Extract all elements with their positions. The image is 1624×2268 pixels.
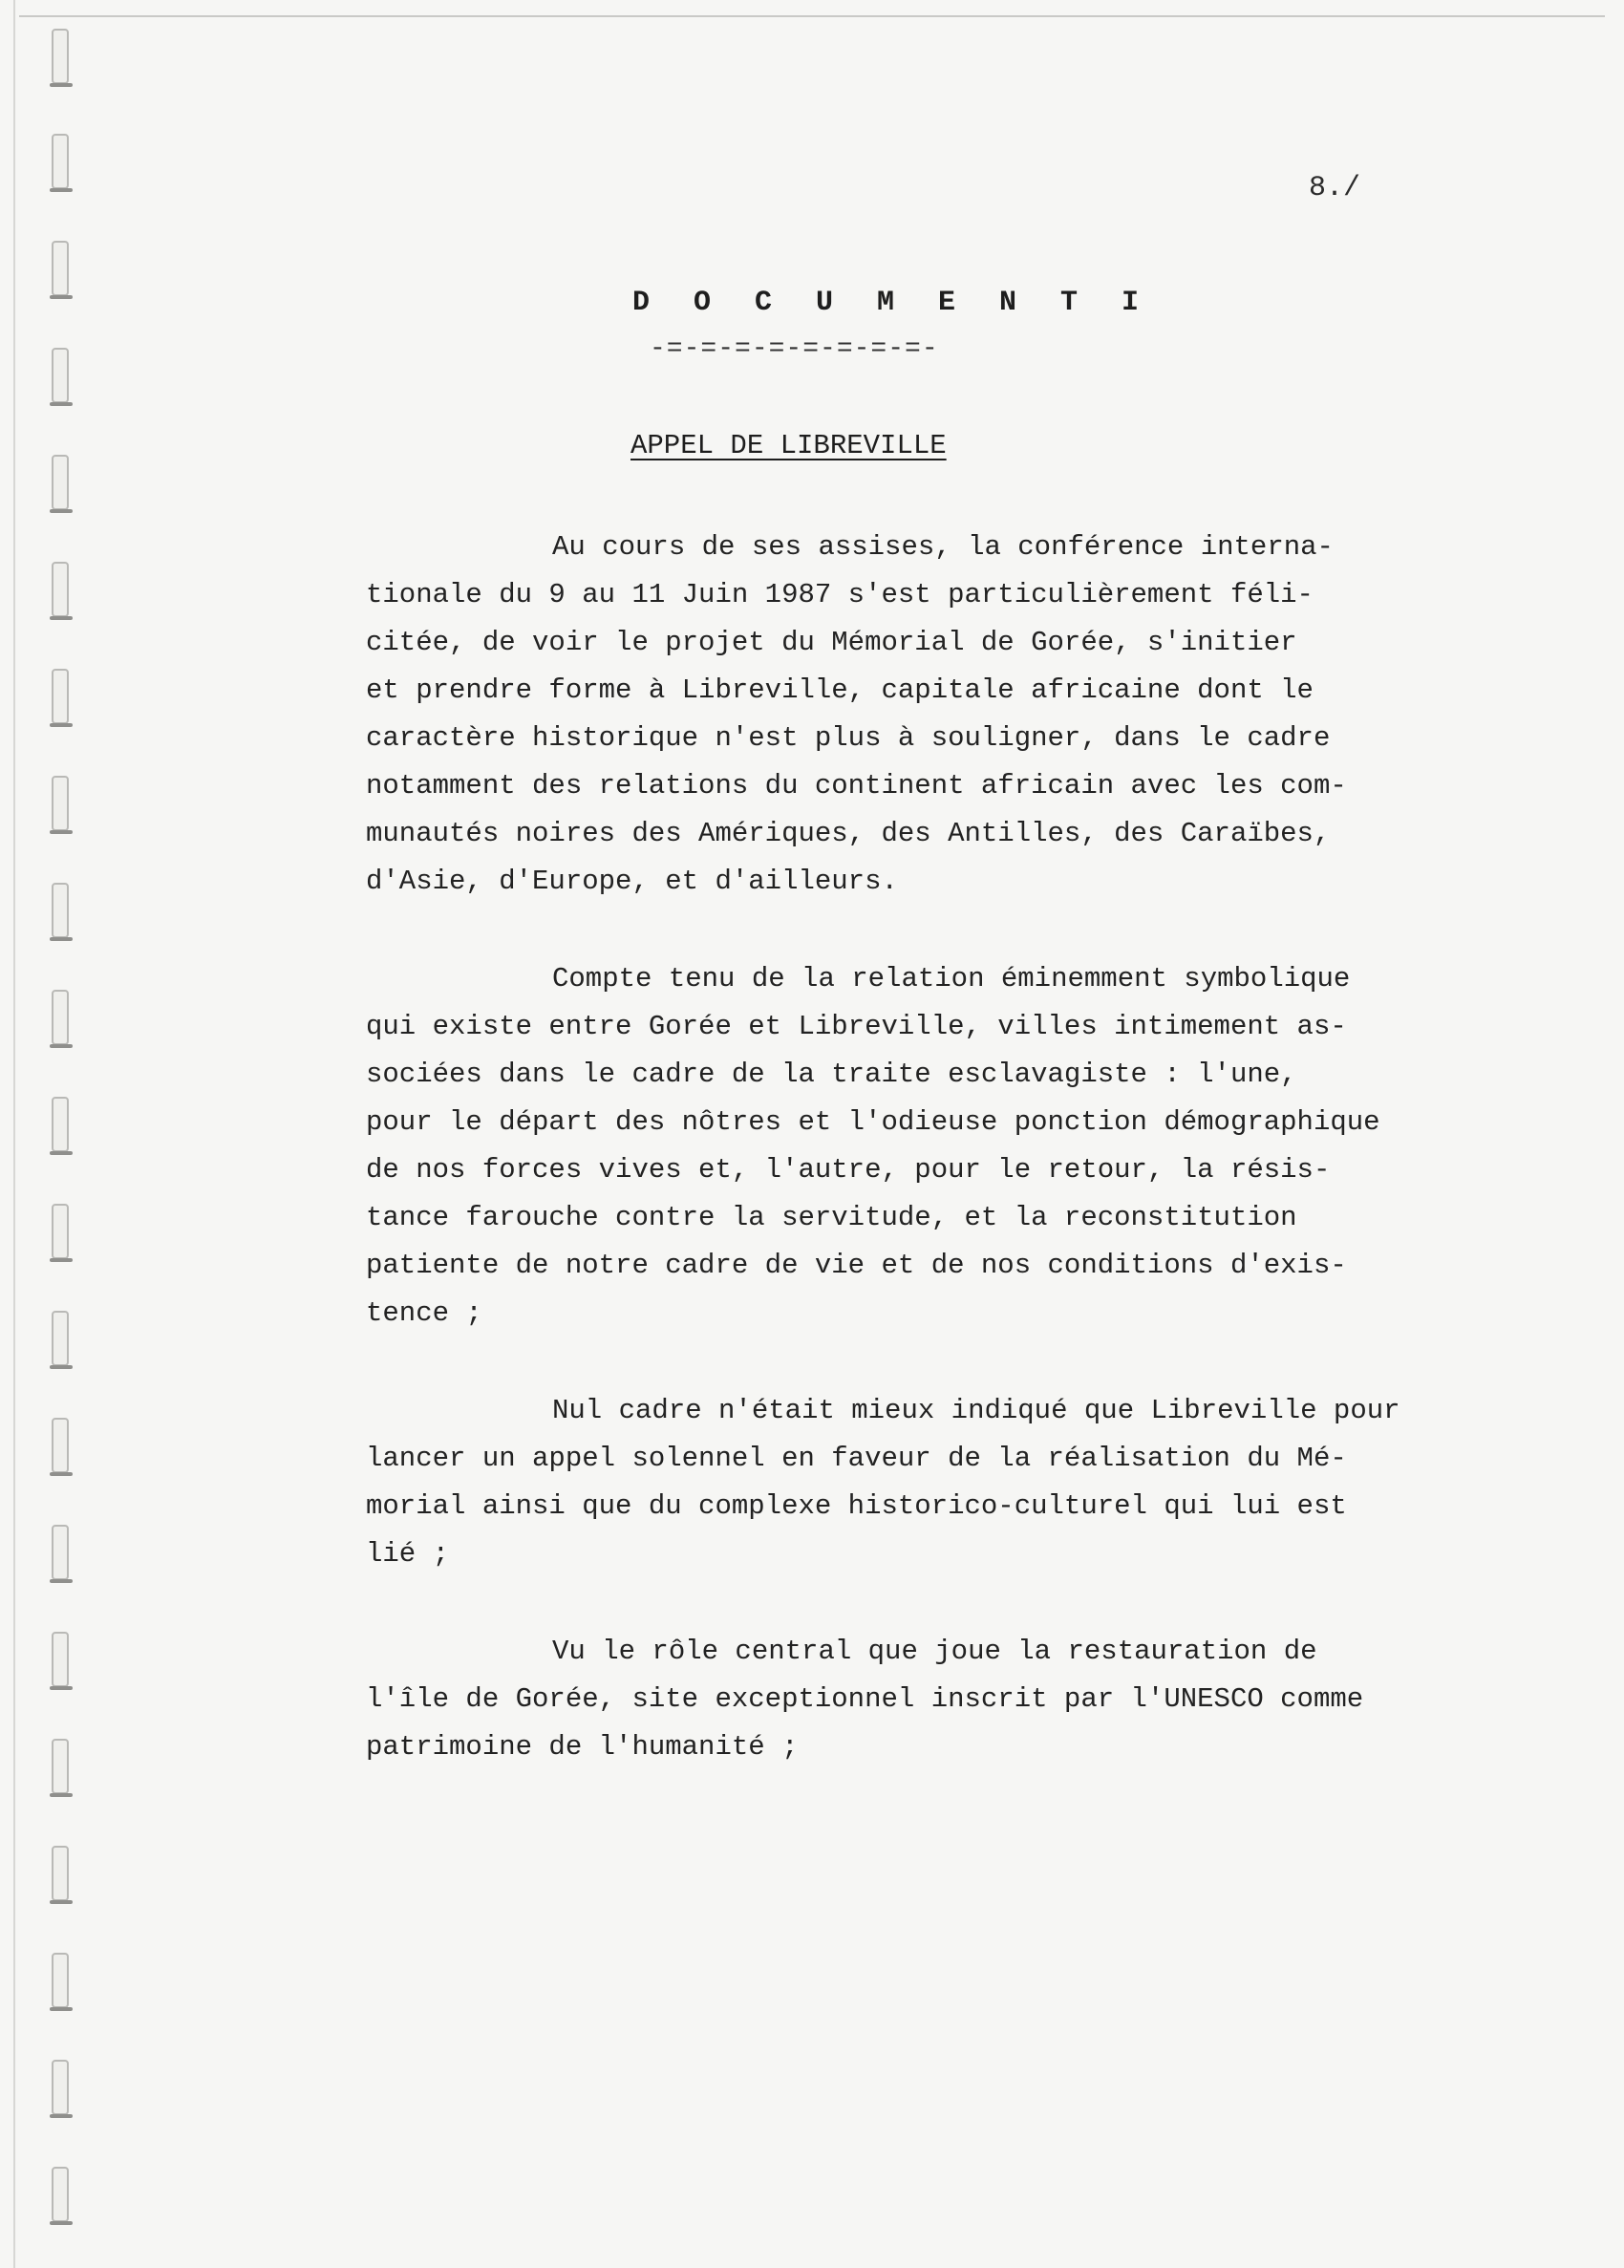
text-line: d'Asie, d'Europe, et d'ailleurs. <box>366 866 898 897</box>
text-line: qui existe entre Gorée et Libreville, villes intimement as- <box>366 1011 1347 1042</box>
text-line: lié ; <box>366 1538 450 1570</box>
binding-hole <box>52 455 69 510</box>
text-line: tence ; <box>366 1297 482 1329</box>
text-line: Nul cadre n'était mieux indiqué que Libreville pour <box>552 1395 1400 1426</box>
text-line: et prendre forme à Libreville, capitale africaine dont le <box>366 674 1314 706</box>
document-title: D O C U M E N T I <box>632 287 1153 319</box>
text-line: lancer un appel solennel en faveur de la réalisation du Mé- <box>366 1443 1347 1474</box>
text-line: pour le départ des nôtres et l'odieuse ponction démographique <box>366 1106 1380 1138</box>
binding-hole <box>52 1846 69 1901</box>
text-line: patrimoine de l'humanité ; <box>366 1731 799 1763</box>
text-line: de nos forces vives et, l'autre, pour le retour, la résis- <box>366 1154 1331 1186</box>
binding-hole <box>52 241 69 296</box>
binding-hole <box>52 1097 69 1152</box>
text-line: caractère historique n'est plus à souligner, dans le cadre <box>366 722 1331 754</box>
binding-hole <box>52 2060 69 2115</box>
binding-hole <box>52 1418 69 1473</box>
binding-hole <box>52 1739 69 1794</box>
page-top-edge <box>19 15 1605 17</box>
binding-hole <box>52 883 69 938</box>
binding-hole <box>52 776 69 831</box>
text-line: morial ainsi que du complexe historico-culturel qui lui est <box>366 1490 1347 1522</box>
text-line: tance farouche contre la servitude, et la reconstitution <box>366 1202 1297 1233</box>
title-rule: -=-=-=-=-=-=-=-=- <box>650 334 939 364</box>
binding-hole <box>52 990 69 1045</box>
page-left-edge <box>13 0 15 2268</box>
binding-hole <box>52 1953 69 2008</box>
text-line: sociées dans le cadre de la traite esclavagiste : l'une, <box>366 1059 1297 1090</box>
binding-hole <box>52 29 69 84</box>
binding-hole <box>52 669 69 724</box>
binding-hole <box>52 134 69 189</box>
binding-hole <box>52 562 69 617</box>
page-number: 8./ <box>1309 172 1361 204</box>
text-line: notamment des relations du continent africain avec les com- <box>366 770 1347 802</box>
text-line: Vu le rôle central que joue la restauration de <box>552 1636 1317 1667</box>
text-line: munautés noires des Amériques, des Antilles, des Caraïbes, <box>366 818 1331 849</box>
binding-hole <box>52 1632 69 1687</box>
text-line: l'île de Gorée, site exceptionnel inscrit par l'UNESCO comme <box>366 1683 1364 1715</box>
binding-hole <box>52 1311 69 1366</box>
binding-hole <box>52 1204 69 1259</box>
binding-hole <box>52 1525 69 1580</box>
binding-hole <box>52 348 69 403</box>
appeal-heading: APPEL DE LIBREVILLE <box>630 430 947 461</box>
text-line: tionale du 9 au 11 Juin 1987 s'est particulièrement féli- <box>366 579 1314 610</box>
text-line: patiente de notre cadre de vie et de nos conditions d'exis- <box>366 1250 1347 1281</box>
text-line: Au cours de ses assises, la conférence interna- <box>552 531 1334 563</box>
text-line: Compte tenu de la relation éminemment symbolique <box>552 963 1351 995</box>
text-line: citée, de voir le projet du Mémorial de Gorée, s'initier <box>366 627 1297 658</box>
binding-hole <box>52 2167 69 2222</box>
